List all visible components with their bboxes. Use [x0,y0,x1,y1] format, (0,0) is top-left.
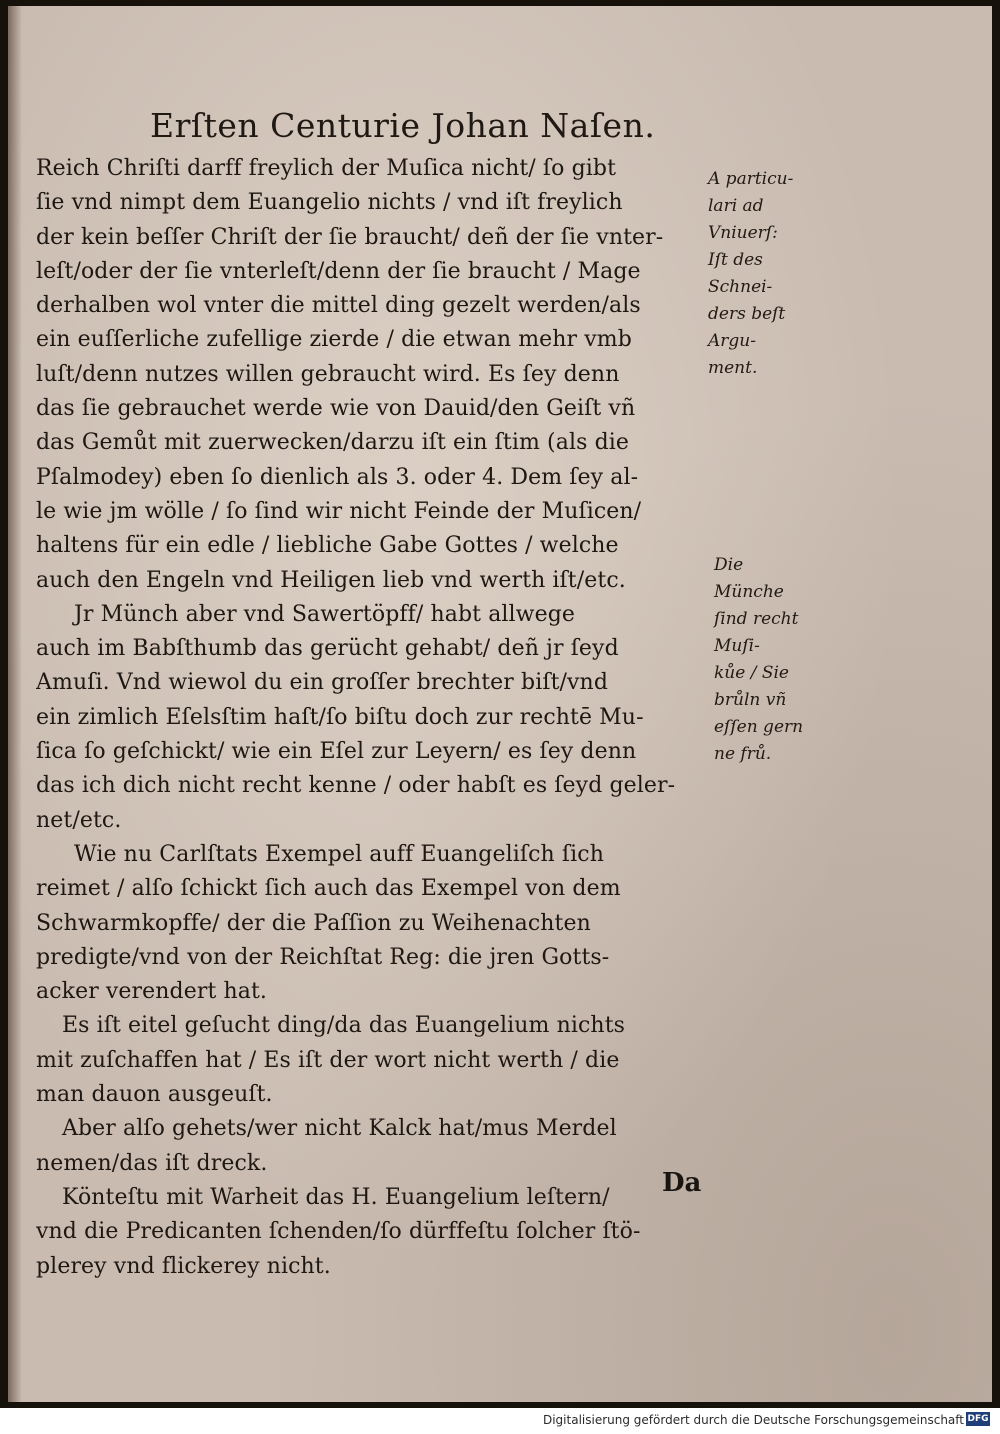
margin-note-line: ſind recht [714,609,799,629]
text-line: Schwarmkopffe/ der die Paſſion zu Weihenachten [36,910,591,936]
text-line: Pſalmodey) eben ſo dienlich als 3. oder 4. Dem ſey al- [36,464,639,490]
margin-note-line: Vniuerſ: [708,223,778,243]
body-text [36,152,716,1284]
text-line: ſica ſo geſchickt/ wie ein Eſel zur Leyern/ es ſey denn [36,739,637,765]
dfg-logo: DFG [967,1414,989,1424]
text-line: Könteſtu mit Warheit das H. Euangelium leſtern/ [62,1184,610,1210]
text-line: ein euſſerliche zufellige zierde / die etwan mehr vmb [36,327,632,353]
text-line: ſie vnd nimpt dem Euangelio nichts / vnd iſt freylich [36,190,623,216]
text-line: das ſie gebrauchet werde wie von Dauid/den Geiſt vñ [36,396,636,422]
text-line: predigte/vnd von der Reichſtat Reg: die jren Gotts- [36,944,610,970]
text-line: das Gemůt mit zuerwecken/darzu iſt ein ſtim (als die [36,430,630,456]
page-gutter-shadow [8,6,22,1402]
text-line: auch den Engeln vnd Heiligen lieb vnd werth iſt/etc. [36,567,626,593]
margin-note-line: ment. [708,358,758,378]
text-line: net/etc. [36,807,122,833]
text-line: luſt/denn nutzes willen gebraucht wird. Es ſey denn [36,361,620,387]
margin-note-line: Muſi- [714,636,760,656]
text-line: vnd die Predicanten ſchenden/ſo dürffeſtu ſolcher ſtö- [36,1219,641,1245]
text-line: auch im Babſthumb das gerücht gehabt/ deñ jr ſeyd [36,636,619,662]
text-line: Es iſt eitel geſucht ding/da das Euangelium nichts [62,1013,626,1039]
text-line: Jr Münch aber vnd Sawertöpff/ habt allwege [74,601,576,627]
margin-note-line: ders beſt [708,304,786,324]
margin-note-moenche [714,552,834,768]
text-line: Aber alſo gehets/wer nicht Kalck hat/mus Merdel [62,1116,617,1142]
margin-note-line: Die [714,555,744,575]
text-line: mit zuſchaffen hat / Es iſt der wort nicht werth / die [36,1047,620,1073]
margin-note-line: Argu- [708,331,756,351]
text-line: Wie nu Carlſtats Exempel auff Euangeliſch ſich [74,841,604,867]
text-line: das ich dich nicht recht kenne / oder habſt es ſeyd geler- [36,773,676,799]
margin-note-line: Iſt des [708,250,763,270]
margin-note-line: A particu- [708,169,794,189]
text-line: haltens für ein edle / liebliche Gabe Gottes / welche [36,533,619,559]
catchword: Da [662,1168,702,1198]
text-line: derhalben wol vnter die mittel ding gezelt werden/als [36,293,641,319]
margin-note-line: eſſen gern [714,717,804,737]
margin-note-line: Schnei- [708,277,773,297]
text-line: Reich Chriſti darff freylich der Muſica nicht/ ſo gibt [36,156,617,181]
margin-note-line: lari ad [708,196,764,216]
margin-note-line: ne frů. [714,744,772,764]
text-line: leſt/oder der ſie vnterleſt/denn der ſie braucht / Mage [36,258,641,284]
text-line: le wie jm wölle / ſo ſind wir nicht Feinde der Muſicen/ [36,498,642,524]
margin-note-argument [708,166,828,382]
running-header: Erſten Centurie Johan Naſen. [150,106,656,145]
footer-credit: Digitalisierung gefördert durch die Deutsche Forschungsgemeinschaft [542,1413,964,1427]
text-line: reimet / alſo ſchickt ſich auch das Exempel von dem [36,876,621,902]
text-line: ein zimlich Eſelsſtim haſt/ſo biſtu doch zur rechtē Mu- [36,704,644,730]
margin-note-line: Münche [714,582,784,602]
text-line: nemen/das iſt dreck. [36,1150,268,1176]
margin-note-line: kůe / Sie [714,663,789,683]
text-line: acker verendert hat. [36,979,268,1005]
text-line: man dauon ausgeuſt. [36,1082,273,1108]
margin-note-line: brůln vñ [714,690,787,710]
text-line: der kein beſſer Chriſt der ſie braucht/ deñ der ſie vnter- [36,224,664,250]
text-line: Amuſi. Vnd wiewol du ein groſſer brechter biſt/vnd [36,670,609,696]
text-line: plerey vnd flickerey nicht. [36,1253,331,1279]
